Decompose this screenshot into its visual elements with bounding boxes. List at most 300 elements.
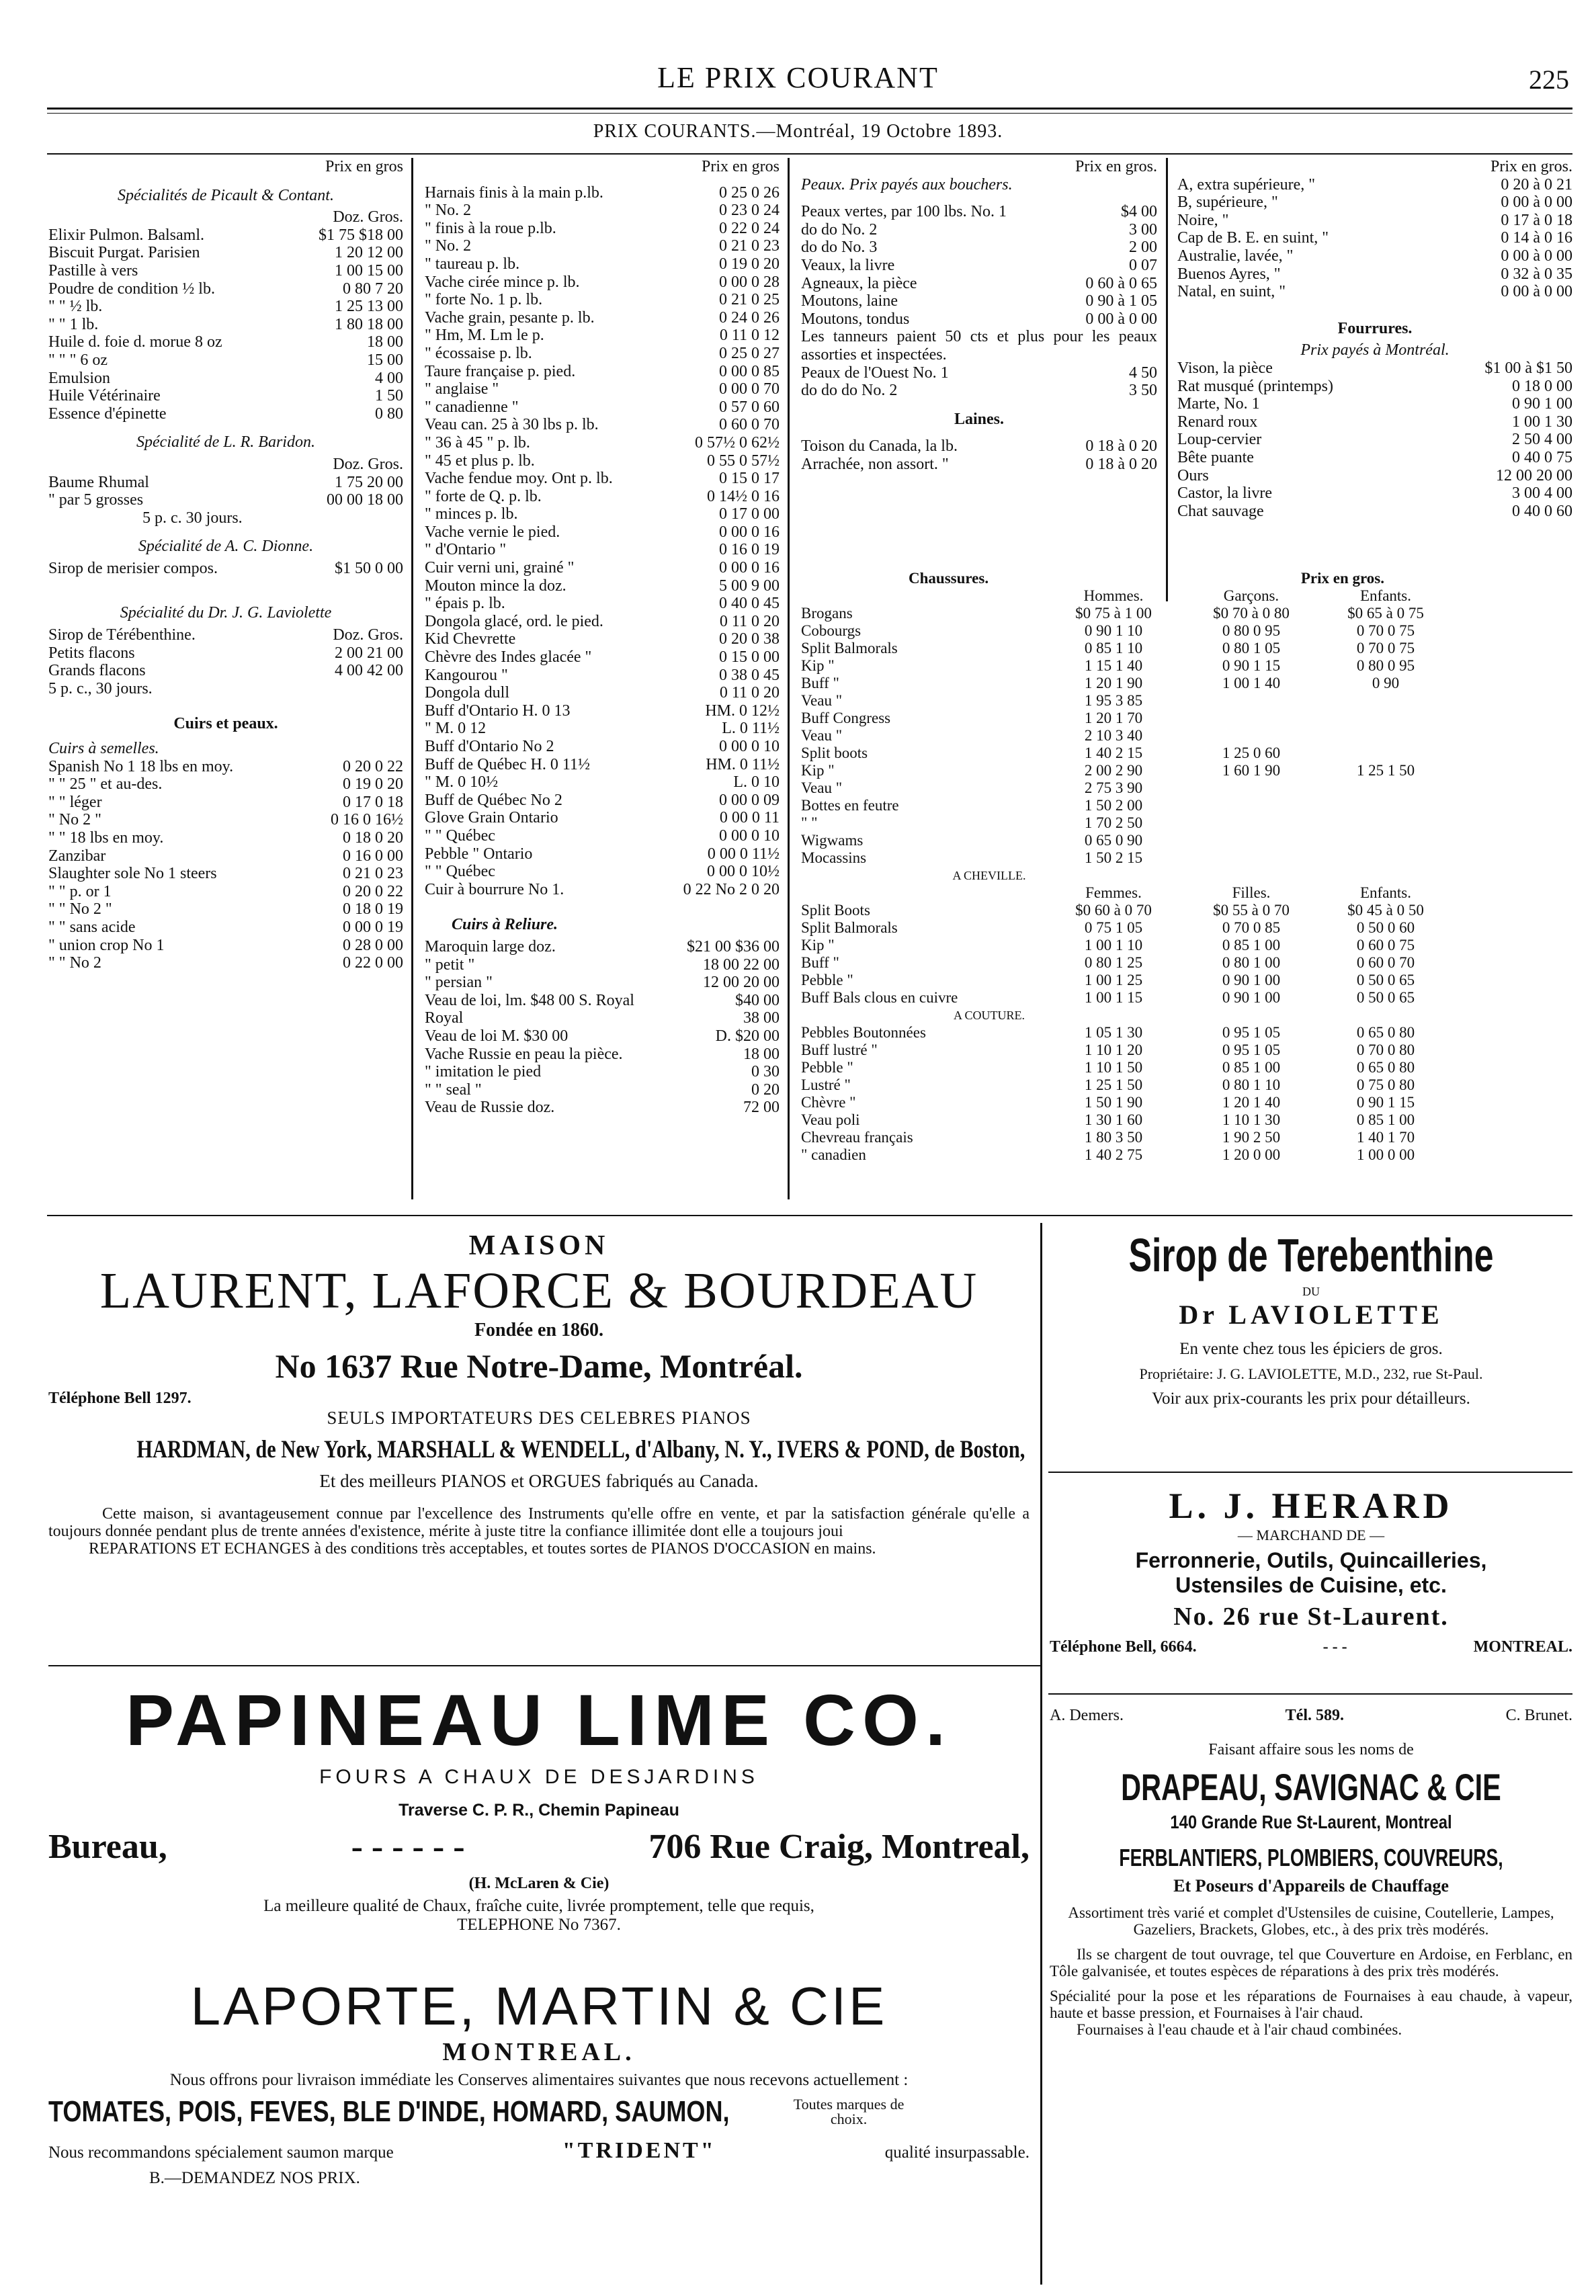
ad-body: Spécialité pour la pose et les réparations de Fournaises à eau chaude, à vapeur, haute et basse pression, et Fournaises à l'air chaud.: [1050, 1988, 1572, 2021]
shoe-cell: 1 05 1 30: [1084, 1024, 1143, 1041]
shoe-cell: 1 20 1 90: [1084, 675, 1143, 691]
ad-phone: Téléphone Bell, 6664.: [1050, 1638, 1197, 1656]
item-price: L. 0 10: [733, 773, 780, 792]
item-price: 0 00 0 16: [719, 559, 780, 577]
price-list: [48, 758, 403, 972]
ad-line: Voir aux prix-courants les prix pour détailleurs.: [1152, 1390, 1470, 1408]
shoe-cell: Buff Congress: [801, 710, 891, 726]
item-name: Maroquin large doz.: [425, 937, 556, 955]
shoe-cell: 0 65 0 90: [1084, 832, 1143, 849]
shoe-cell: 0 85 1 00: [1222, 937, 1281, 953]
price-row: [48, 937, 403, 955]
shoe-cell: $0 60 à 0 70: [1075, 902, 1152, 919]
item-price: 18 00 22 00: [703, 955, 780, 974]
price-row: [425, 1009, 780, 1027]
shoe-row: [801, 657, 1572, 675]
price-row: [425, 702, 780, 720]
page-number: 225: [1529, 65, 1569, 95]
price-row: [1177, 176, 1572, 194]
item-price: 4 50: [1129, 364, 1157, 382]
price-row: [1177, 283, 1572, 301]
ad-line: Propriétaire: J. G. LAVIOLETTE, M.D., 232, rue St-Paul.: [1139, 1365, 1483, 1382]
shoe-cell: [1318, 745, 1453, 762]
shoe-cell: Lustré ": [801, 1076, 851, 1093]
ad-importers: SEULS IMPORTATEURS DES CELEBRES PIANOS: [327, 1408, 751, 1428]
item-price: 0 40 0 45: [719, 595, 780, 613]
shoe-cell: 1 90 2 50: [1222, 1129, 1281, 1146]
ad-body: Nous offrons pour livraison immédiate les Conserves alimentaires suivantes que nous recevons actuellement :: [169, 2071, 909, 2089]
price-row: [425, 648, 780, 667]
chaussures-table: [801, 570, 1572, 1164]
ad-sirop-terebenthine: [1050, 1228, 1572, 1477]
shoe-cell: 0 80 1 05: [1222, 640, 1281, 656]
ad-phone: Téléphone Bell 1297.: [48, 1390, 192, 1407]
item-price: $1 75 $18 00: [319, 226, 403, 244]
price-list: [801, 364, 1157, 400]
price-row: [425, 881, 780, 899]
item-price: 0 30: [751, 1063, 780, 1081]
item-name: Royal: [425, 1009, 464, 1027]
item-name: Sirop de Térébenthine.: [48, 626, 196, 644]
price-row: [48, 387, 403, 405]
item-name: " forte de Q. p. lb.: [425, 487, 542, 505]
shoe-row: [801, 1059, 1572, 1076]
item-name: Ours: [1177, 466, 1209, 484]
shoe-cell: 0 50 0 65: [1356, 989, 1415, 1006]
price-row: [425, 291, 780, 309]
item-price: 2 50 4 00: [1512, 431, 1572, 449]
item-name: " 45 et plus p. lb.: [425, 452, 535, 470]
item-price: 18 00: [367, 333, 403, 351]
item-price: 0 21 0 23: [343, 865, 403, 883]
item-name: " " No 2: [48, 954, 101, 972]
item-name: " " léger: [48, 793, 102, 811]
item-price: 0 00 0 11: [719, 809, 780, 827]
price-row: [801, 382, 1157, 400]
shoe-cell: [1318, 849, 1453, 867]
price-row: [425, 992, 780, 1010]
shoe-cell: 2 00 2 90: [1084, 762, 1143, 779]
header-rule-thin: [47, 113, 1572, 114]
item-price: 0 57 0 60: [719, 398, 780, 416]
shoe-cell: 0 50 0 60: [1356, 919, 1415, 936]
shoe-cell: 0 65 0 80: [1356, 1059, 1415, 1076]
item-name: A, extra supérieure, ": [1177, 175, 1316, 194]
shoe-cell: $0 75 à 1 00: [1075, 605, 1152, 622]
shoe-cell: Veau poli: [801, 1111, 860, 1128]
price-row: [425, 827, 780, 845]
column-peaux: [801, 158, 1157, 588]
item-name: " petit ": [425, 955, 475, 974]
item-price: 0 16 0 00: [343, 847, 403, 865]
shoe-cell: 0 85 1 10: [1084, 640, 1143, 656]
ad-firm-name: DRAPEAU, SAVIGNAC & CIE: [1121, 1766, 1501, 1808]
shoe-cell: 1 30 1 60: [1084, 1111, 1143, 1128]
shoe-row: [801, 605, 1572, 622]
item-price: 0 22 0 00: [343, 954, 403, 972]
ad-body: Fournaises à l'eau chaude et à l'air chaud combinées.: [1077, 2021, 1402, 2038]
shoe-row: [801, 849, 1572, 867]
shoe-row: [801, 814, 1572, 832]
item-price: 0 14½ 0 16: [707, 487, 780, 505]
shoe-cell: 0 65 0 80: [1356, 1024, 1415, 1041]
subsection-title: Cuirs à semelles.: [48, 740, 159, 758]
shoe-cell: Veau ": [801, 727, 843, 744]
ad-agent: (H. McLaren & Cie): [468, 1875, 610, 1892]
item-name: Castor, la livre: [1177, 484, 1272, 503]
item-price: 4 00: [375, 369, 403, 387]
price-row: [801, 257, 1157, 275]
shoe-cell: 0 90 1 00: [1222, 972, 1281, 988]
item-name: Buff d'Ontario No 2: [425, 738, 554, 755]
shoe-row: [801, 675, 1572, 692]
item-name: do do No. 3: [801, 239, 878, 257]
item-name: " " ½ lb.: [48, 298, 103, 316]
shoe-cell: 0 80 1 10: [1222, 1076, 1281, 1093]
column-cuirs: [425, 158, 780, 1199]
shoe-cell: 1 40 2 75: [1084, 1146, 1143, 1163]
shoe-cell: Buff ": [801, 954, 839, 971]
shoe-cell: 1 10 1 30: [1222, 1111, 1281, 1128]
shoe-cell: Wigwams: [801, 832, 864, 849]
shoe-row: [801, 972, 1572, 989]
subsection-title: Prix payés à Montréal.: [1300, 341, 1450, 359]
shoe-cell: 0 80 0 95: [1356, 657, 1415, 674]
item-name: Pebble " Ontario: [425, 845, 533, 863]
shoe-cell: Kip ": [801, 937, 835, 953]
item-price: 0 28 0 00: [343, 936, 403, 954]
ad-city: MONTREAL.: [1473, 1638, 1572, 1656]
ad-laurent-laforce-bourdeau: [48, 1230, 1030, 1660]
price-row: [425, 1027, 780, 1046]
item-name: Dongola dull: [425, 684, 509, 702]
ad-bureau-label: Bureau,: [48, 1828, 167, 1866]
shoe-cell: 1 80 3 50: [1084, 1129, 1143, 1146]
price-row: [425, 1081, 780, 1099]
shoe-cell: 1 20 0 00: [1222, 1146, 1281, 1163]
shoe-cell: 0 60 0 70: [1356, 954, 1415, 971]
shoe-cell: 0 95 1 05: [1222, 1024, 1281, 1041]
price-row: [1177, 503, 1572, 521]
item-price: 0 00 à 0 00: [1501, 283, 1572, 301]
price-row: [48, 316, 403, 334]
shoe-cell: 0 70 0 75: [1356, 622, 1415, 639]
price-row: [425, 974, 780, 992]
price-row: [48, 405, 403, 423]
item-price: 12 00 20 00: [703, 974, 780, 992]
item-name: Poudre de condition ½ lb.: [48, 280, 215, 298]
item-name: Marte, No. 1: [1177, 395, 1260, 413]
item-name: Bête puante: [1177, 448, 1254, 466]
price-row: [425, 488, 780, 506]
price-row: [425, 452, 780, 470]
price-row: [425, 938, 780, 956]
price-list-subheading: PRIX COURANTS.—Montréal, 19 Octobre 1893.: [593, 121, 1003, 142]
shoe-cell: 1 60 1 90: [1222, 762, 1281, 779]
shoe-cell: Split Balmorals: [801, 919, 898, 936]
price-row: [425, 684, 780, 702]
ad-other-instruments: Et des meilleurs PIANOS et ORGUES fabriqués au Canada.: [319, 1471, 759, 1491]
item-name: Veaux, la livre: [801, 256, 895, 274]
ad-firm-name: LAPORTE, MARTIN & CIE: [190, 1976, 888, 2036]
shoe-cell: Buff lustré ": [801, 1041, 878, 1058]
item-price: 0 00 0 09: [719, 791, 780, 809]
item-price: 0 17 à 0 18: [1501, 211, 1572, 229]
item-name: Vache fendue moy. Ont p. lb.: [425, 470, 613, 488]
ads-divider: [1040, 1223, 1042, 2285]
item-price: 0 38 0 45: [719, 666, 780, 684]
item-name: Slaughter sole No 1 steers: [48, 865, 217, 883]
item-price: 0 40 0 60: [1512, 502, 1572, 520]
price-row: [425, 363, 780, 381]
shoe-header-row: [801, 884, 1572, 902]
shoe-cell: 0 50 0 65: [1356, 972, 1415, 988]
shoe-cell: [1184, 832, 1318, 849]
item-name: " " No 2 ": [48, 900, 112, 919]
item-name: Vache cirée mince p. lb.: [425, 273, 580, 291]
item-price: 1 00 15 00: [335, 261, 403, 280]
price-row: [48, 351, 403, 370]
item-name: " épais p. lb.: [425, 595, 505, 613]
item-name: " " p. or 1: [48, 882, 112, 900]
shoe-cell: Garçons.: [1223, 587, 1279, 604]
item-name: Petits flacons: [48, 644, 135, 662]
item-price: L. 0 11½: [722, 720, 780, 738]
price-list: [48, 474, 403, 509]
shoe-cell: [1318, 779, 1453, 797]
price-row: [425, 738, 780, 756]
item-price: HM. 0 11½: [706, 755, 780, 773]
price-row: [48, 919, 403, 937]
item-name: Pastille à vers: [48, 261, 138, 280]
shoe-cell: Chevreau français: [801, 1129, 913, 1146]
ad-nb: B.—DEMANDEZ NOS PRIX.: [149, 2169, 360, 2187]
item-price: 0 25 0 26: [719, 183, 780, 202]
item-name: Glove Grain Ontario: [425, 809, 558, 827]
price-row: [48, 644, 403, 663]
price-list: [48, 560, 403, 578]
item-price: 0 22 No 2 0 20: [683, 880, 780, 898]
shoe-cell: [1318, 814, 1453, 832]
shoe-cell: $0 70 à 0 80: [1213, 605, 1290, 622]
ad-papineau-lime: [48, 1680, 1030, 1962]
ad-founded: Fondée en 1860.: [474, 1320, 604, 1341]
shoe-cell: 1 00 1 15: [1084, 989, 1143, 1006]
item-name: Kangourou ": [425, 666, 508, 684]
ad-address: No 1637 Rue Notre-Dame, Montréal.: [275, 1347, 803, 1385]
item-name: " " Québec: [425, 863, 495, 881]
item-name: do do do No. 2: [801, 382, 898, 400]
shoe-row: [801, 797, 1572, 814]
price-row: [1177, 247, 1572, 265]
price-row: [1177, 467, 1572, 485]
ad-recommend: Nous recommandons spécialement saumon marque: [48, 2143, 394, 2162]
item-name: Noire, ": [1177, 211, 1229, 229]
ad-firm-name: LAURENT, LAFORCE & BOURDEAU: [99, 1263, 978, 1319]
item-name: Dongola glacé, ord. le pied.: [425, 612, 603, 630]
item-name: Huile Vétérinaire: [48, 387, 161, 405]
item-price: 0 55 0 57½: [707, 452, 780, 470]
price-list: [1177, 176, 1572, 301]
price-row: [425, 595, 780, 613]
shoe-cell: 0 90 1 15: [1356, 1094, 1415, 1111]
item-name: " " Québec: [425, 826, 495, 845]
price-row: [1177, 359, 1572, 378]
item-price: 1 00 1 30: [1512, 413, 1572, 431]
item-name: Kid Chevrette: [425, 630, 516, 648]
shoe-cell: 1 20 1 70: [1084, 710, 1143, 726]
shoe-cell: 0 80 1 00: [1222, 954, 1281, 971]
item-price: 0 23 0 24: [719, 202, 780, 220]
ad-address: 140 Grande Rue St-Laurent, Montreal: [1170, 1812, 1452, 1832]
price-row: [801, 437, 1157, 456]
ad-products-note: Toutes marques de choix.: [793, 2096, 905, 2127]
shoe-price-grid: [801, 587, 1572, 1164]
item-name: " canadienne ": [425, 398, 519, 416]
price-list: [425, 184, 780, 899]
shoe-cell: [1184, 779, 1318, 797]
item-name: Cap de B. E. en suint, ": [1177, 229, 1329, 247]
price-row: [1177, 378, 1572, 396]
shoe-cell: Split Balmorals: [801, 640, 898, 656]
shoe-cell: 0 90 1 00: [1222, 989, 1281, 1006]
item-name: Rat musqué (printemps): [1177, 377, 1333, 395]
section-title: Laines.: [954, 410, 1004, 428]
ad-goods: Ustensiles de Cuisine, etc.: [1175, 1573, 1447, 1597]
item-name: Veau de Russie doz.: [425, 1099, 555, 1117]
ad-rule: [1048, 1693, 1572, 1695]
column-laines-fourrures: [1177, 158, 1572, 588]
shoe-cell: 1 25 0 60: [1222, 745, 1281, 761]
shoe-cell: " canadien: [801, 1146, 866, 1163]
shoe-cell: Hommes.: [1083, 587, 1144, 604]
shoe-cell: [1184, 849, 1318, 867]
price-row: [425, 613, 780, 631]
item-name: Grands flacons: [48, 662, 146, 680]
item-name: " M. 0 10½: [425, 773, 499, 792]
item-price: 0 19 0 20: [343, 775, 403, 794]
shoe-cell: Filles.: [1232, 884, 1271, 901]
ad-herard: [1050, 1485, 1572, 1693]
item-price: $4 00: [1121, 203, 1157, 221]
shoe-cell: 1 15 1 40: [1084, 657, 1143, 674]
shoe-row: [801, 1111, 1572, 1129]
item-price: 0 90 1 00: [1512, 395, 1572, 413]
shoe-cell: 1 40 1 70: [1356, 1129, 1415, 1146]
item-price: 0 07: [1129, 256, 1157, 274]
item-price: 12 00 20 00: [1496, 466, 1572, 484]
item-price: 5 00 9 00: [719, 577, 780, 595]
header-rule: [47, 108, 1572, 110]
item-price: 3 00: [1129, 220, 1157, 239]
price-row: [425, 237, 780, 255]
item-name: Emulsion: [48, 369, 111, 387]
shoe-row: [801, 745, 1572, 762]
item-price: 3 00 4 00: [1512, 484, 1572, 503]
item-name: " minces p. lb.: [425, 505, 518, 523]
shoe-cell: Mocassins: [801, 849, 867, 866]
price-row: [1177, 413, 1572, 431]
item-name: Veau de loi, lm. $48 00 S. Royal: [425, 991, 634, 1009]
shoe-cell: [1184, 710, 1318, 727]
shoe-cell: 0 70 0 75: [1356, 640, 1415, 656]
ad-firm-name: PAPINEAU LIME CO.: [125, 1680, 953, 1760]
item-price: 0 22 0 24: [719, 219, 780, 237]
shoe-cell: 1 25 1 50: [1084, 1076, 1143, 1093]
item-name: " union crop No 1: [48, 936, 165, 954]
shoe-cell: Pebble ": [801, 972, 853, 988]
price-row: [425, 184, 780, 202]
price-row: [48, 900, 403, 919]
shoe-row: [801, 954, 1572, 972]
price-list: [801, 203, 1157, 328]
price-row: [48, 280, 403, 298]
price-row: [801, 364, 1157, 382]
shoe-cell: 0 70 0 80: [1356, 1041, 1415, 1058]
section-title: Prix en gros.: [1300, 570, 1384, 587]
item-name: Zanzibar: [48, 847, 106, 865]
item-price: 2 00 21 00: [335, 644, 403, 662]
item-price: $1 00 à $1 50: [1484, 359, 1572, 377]
item-price: 3 50: [1129, 382, 1157, 400]
item-name: " 36 à 45 " p. lb.: [425, 433, 530, 452]
tanners-note: Les tanneurs paient 50 cts et plus pour les peaux assorties et inspectées.: [801, 328, 1157, 364]
price-row: [48, 811, 403, 829]
price-row: [425, 309, 780, 327]
item-price: 0 00 0 85: [719, 362, 780, 380]
item-name: " No. 2: [425, 237, 472, 255]
item-price: 0 00 à 0 00: [1501, 194, 1572, 212]
item-name: " anglaise ": [425, 380, 499, 398]
shoe-cell: 1 50 2 00: [1084, 797, 1143, 814]
price-row: [425, 845, 780, 863]
shoe-cell: Veau ": [801, 692, 843, 709]
shoe-cell: Enfants.: [1359, 884, 1411, 901]
item-price: 0 15 0 00: [719, 648, 780, 667]
price-row: [801, 292, 1157, 310]
item-price: 38 00: [743, 1009, 780, 1027]
ad-firm-name: L. J. HERARD: [1169, 1486, 1454, 1526]
units-label: Doz. Gros.: [333, 208, 403, 226]
shoe-cell: Pebble ": [801, 1059, 853, 1076]
shoe-cell: 1 40 2 15: [1084, 745, 1143, 761]
price-row: [1177, 229, 1572, 247]
price-row: [1177, 395, 1572, 413]
item-price: 4 00 42 00: [335, 662, 403, 680]
ad-phone: Tél. 589.: [1285, 1707, 1344, 1724]
shoe-row: [801, 832, 1572, 849]
item-price: 0 19 0 20: [719, 255, 780, 273]
item-name: Buenos Ayres, ": [1177, 265, 1281, 283]
column-heading: Prix en gros: [702, 158, 780, 175]
units-label: Doz. Gros.: [333, 455, 403, 473]
item-name: Taure française p. pied.: [425, 362, 576, 380]
price-row: [48, 244, 403, 262]
item-price: 0 80: [375, 405, 403, 423]
price-row: [801, 456, 1157, 474]
shoe-cell: 0 80 0 95: [1222, 622, 1281, 639]
section-title: Cuirs et peaux.: [173, 715, 278, 733]
item-price: 0 18 0 20: [343, 829, 403, 847]
item-name: Natal, en suint, ": [1177, 283, 1286, 301]
item-price: 0 20 à 0 21: [1501, 175, 1572, 194]
item-name: Cuir à bourrure No 1.: [425, 880, 564, 898]
price-row: [1177, 449, 1572, 467]
price-row: [425, 956, 780, 974]
item-name: " M. 0 12: [425, 720, 487, 738]
item-price: 0 60 0 70: [719, 416, 780, 434]
shoe-row: [801, 1024, 1572, 1041]
